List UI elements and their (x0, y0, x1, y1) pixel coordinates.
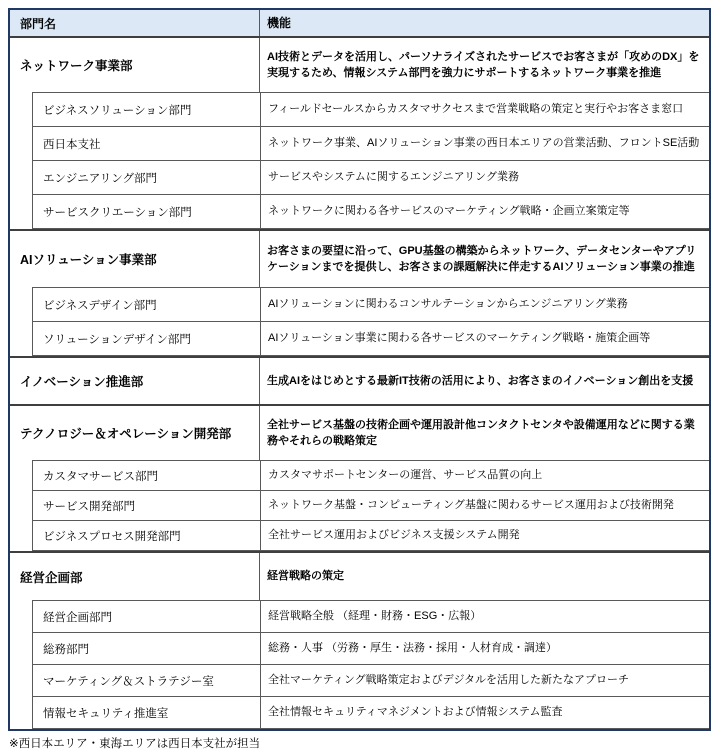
section-row (10, 38, 709, 92)
sub-departments (32, 287, 709, 356)
section-name: AIソリューション事業部 (10, 231, 260, 287)
sub-department-name: サービス開発部門 (33, 491, 261, 520)
sub-department-name: ビジネスソリューション部門 (33, 93, 261, 126)
sub-department-name: 総務部門 (33, 633, 261, 664)
org-structure-table (8, 8, 711, 731)
table-row (33, 287, 709, 321)
sub-department-name: ビジネスプロセス開発部門 (33, 521, 261, 550)
table-row (33, 194, 709, 228)
section-name: イノベーション推進部 (10, 358, 260, 404)
section-row (10, 358, 709, 404)
section-network (10, 36, 709, 229)
sub-department-function: AIソリューション事業に関わる各サービスのマーケティング戦略・施策企画等 (268, 332, 651, 345)
section-function: 生成AIをはじめとする最新IT技術の活用により、お客さまのイノベーション創出を支援 (267, 374, 694, 387)
section-row (10, 553, 709, 600)
header-department-name: 部門名 (10, 10, 260, 36)
sub-departments (32, 92, 709, 229)
section-row (10, 406, 709, 460)
sub-department-name: エンジニアリング部門 (33, 161, 261, 194)
section-name: テクノロジー＆オペレーション開発部 (10, 406, 260, 460)
table-row (33, 632, 709, 664)
sub-department-function: ネットワークに関わる各サービスのマーケティング戦略・企画立案策定等 (268, 205, 630, 218)
sub-department-function: カスタマサポートセンターの運営、サービス品質の向上 (268, 469, 543, 482)
sub-department-function: 総務・人事 （労務・厚生・法務・採用・人材育成・調達） (268, 642, 558, 655)
table-row (33, 600, 709, 632)
table-row (33, 664, 709, 696)
section-name: 経営企画部 (10, 553, 260, 600)
table-row (33, 160, 709, 194)
table-row (33, 520, 709, 550)
footnote: ※西日本エリア・東海エリアは西日本支社が担当 (9, 738, 261, 750)
sub-department-function: 全社サービス運用およびビジネス支援システム開発 (268, 529, 520, 542)
section-function: 経営戦略の策定 (267, 570, 344, 583)
section-corporate-planning (10, 551, 709, 729)
sub-department-function: 全社マーケティング戦略策定およびデジタルを活用した新たなアプローチ (268, 674, 630, 687)
table-row (33, 696, 709, 728)
sub-department-name: 経営企画部門 (33, 601, 261, 632)
sub-department-name: 情報セキュリティ推進室 (33, 697, 261, 728)
sub-department-function: AIソリューションに関わるコンサルテーションからエンジニアリング業務 (268, 298, 628, 311)
sub-department-function: ネットワーク事業、AIソリューション事業の西日本エリアの営業活動、フロントSE活動 (268, 137, 700, 150)
table-row (33, 92, 709, 126)
table-row (33, 321, 709, 355)
section-technology-operation (10, 404, 709, 551)
section-function: 全社サービス基盤の技術企画や運用設計他コンタクトセンタや設備運用などに関する業務やそれらの戦略策定 (267, 418, 695, 447)
sub-department-name: 西日本支社 (33, 127, 261, 160)
sub-departments (32, 600, 709, 729)
sub-department-name: サービスクリエーション部門 (33, 195, 261, 228)
section-row (10, 231, 709, 287)
sub-department-function: サービスやシステムに関するエンジニアリング業務 (268, 171, 519, 184)
sub-department-function: フィールドセールスからカスタマサクセスまで営業戦略の策定と実行やお客さま窓口 (268, 103, 684, 116)
table-header-row (10, 10, 709, 36)
sub-department-function: 経営戦略全般 （経理・財務・ESG・広報） (268, 610, 482, 623)
section-function: AI技術とデータを活用し、パーソナライズされたサービスでお客さまが「攻めのDX」を 実現するため、情報システム部門を強力にサポートするネットワーク事業を推進 (267, 50, 700, 79)
sub-department-function: ネットワーク基盤・コンピューティング基盤に関わるサービス運用および技術開発 (268, 499, 674, 512)
sub-department-name: ビジネスデザイン部門 (33, 288, 261, 321)
section-innovation (10, 356, 709, 404)
sub-department-function: 全社情報セキュリティマネジメントおよび情報システム監査 (268, 706, 563, 719)
table-row (33, 460, 709, 490)
section-ai-solution (10, 229, 709, 356)
sub-department-name: マーケティング＆ストラテジー室 (33, 665, 261, 696)
table-row (33, 126, 709, 160)
sub-department-name: ソリューションデザイン部門 (33, 322, 261, 355)
section-function: お客さまの要望に沿って、GPU基盤の構築からネットワーク、データセンターやアプリケーションまでを提供し、お客さまの課題解決に伴走するAIソリューション事業の推進 (267, 244, 697, 273)
sub-department-name: カスタマサービス部門 (33, 461, 261, 490)
sub-departments (32, 460, 709, 551)
table-row (33, 490, 709, 520)
header-function: 機能 (267, 16, 292, 30)
section-name: ネットワーク事業部 (10, 38, 260, 92)
